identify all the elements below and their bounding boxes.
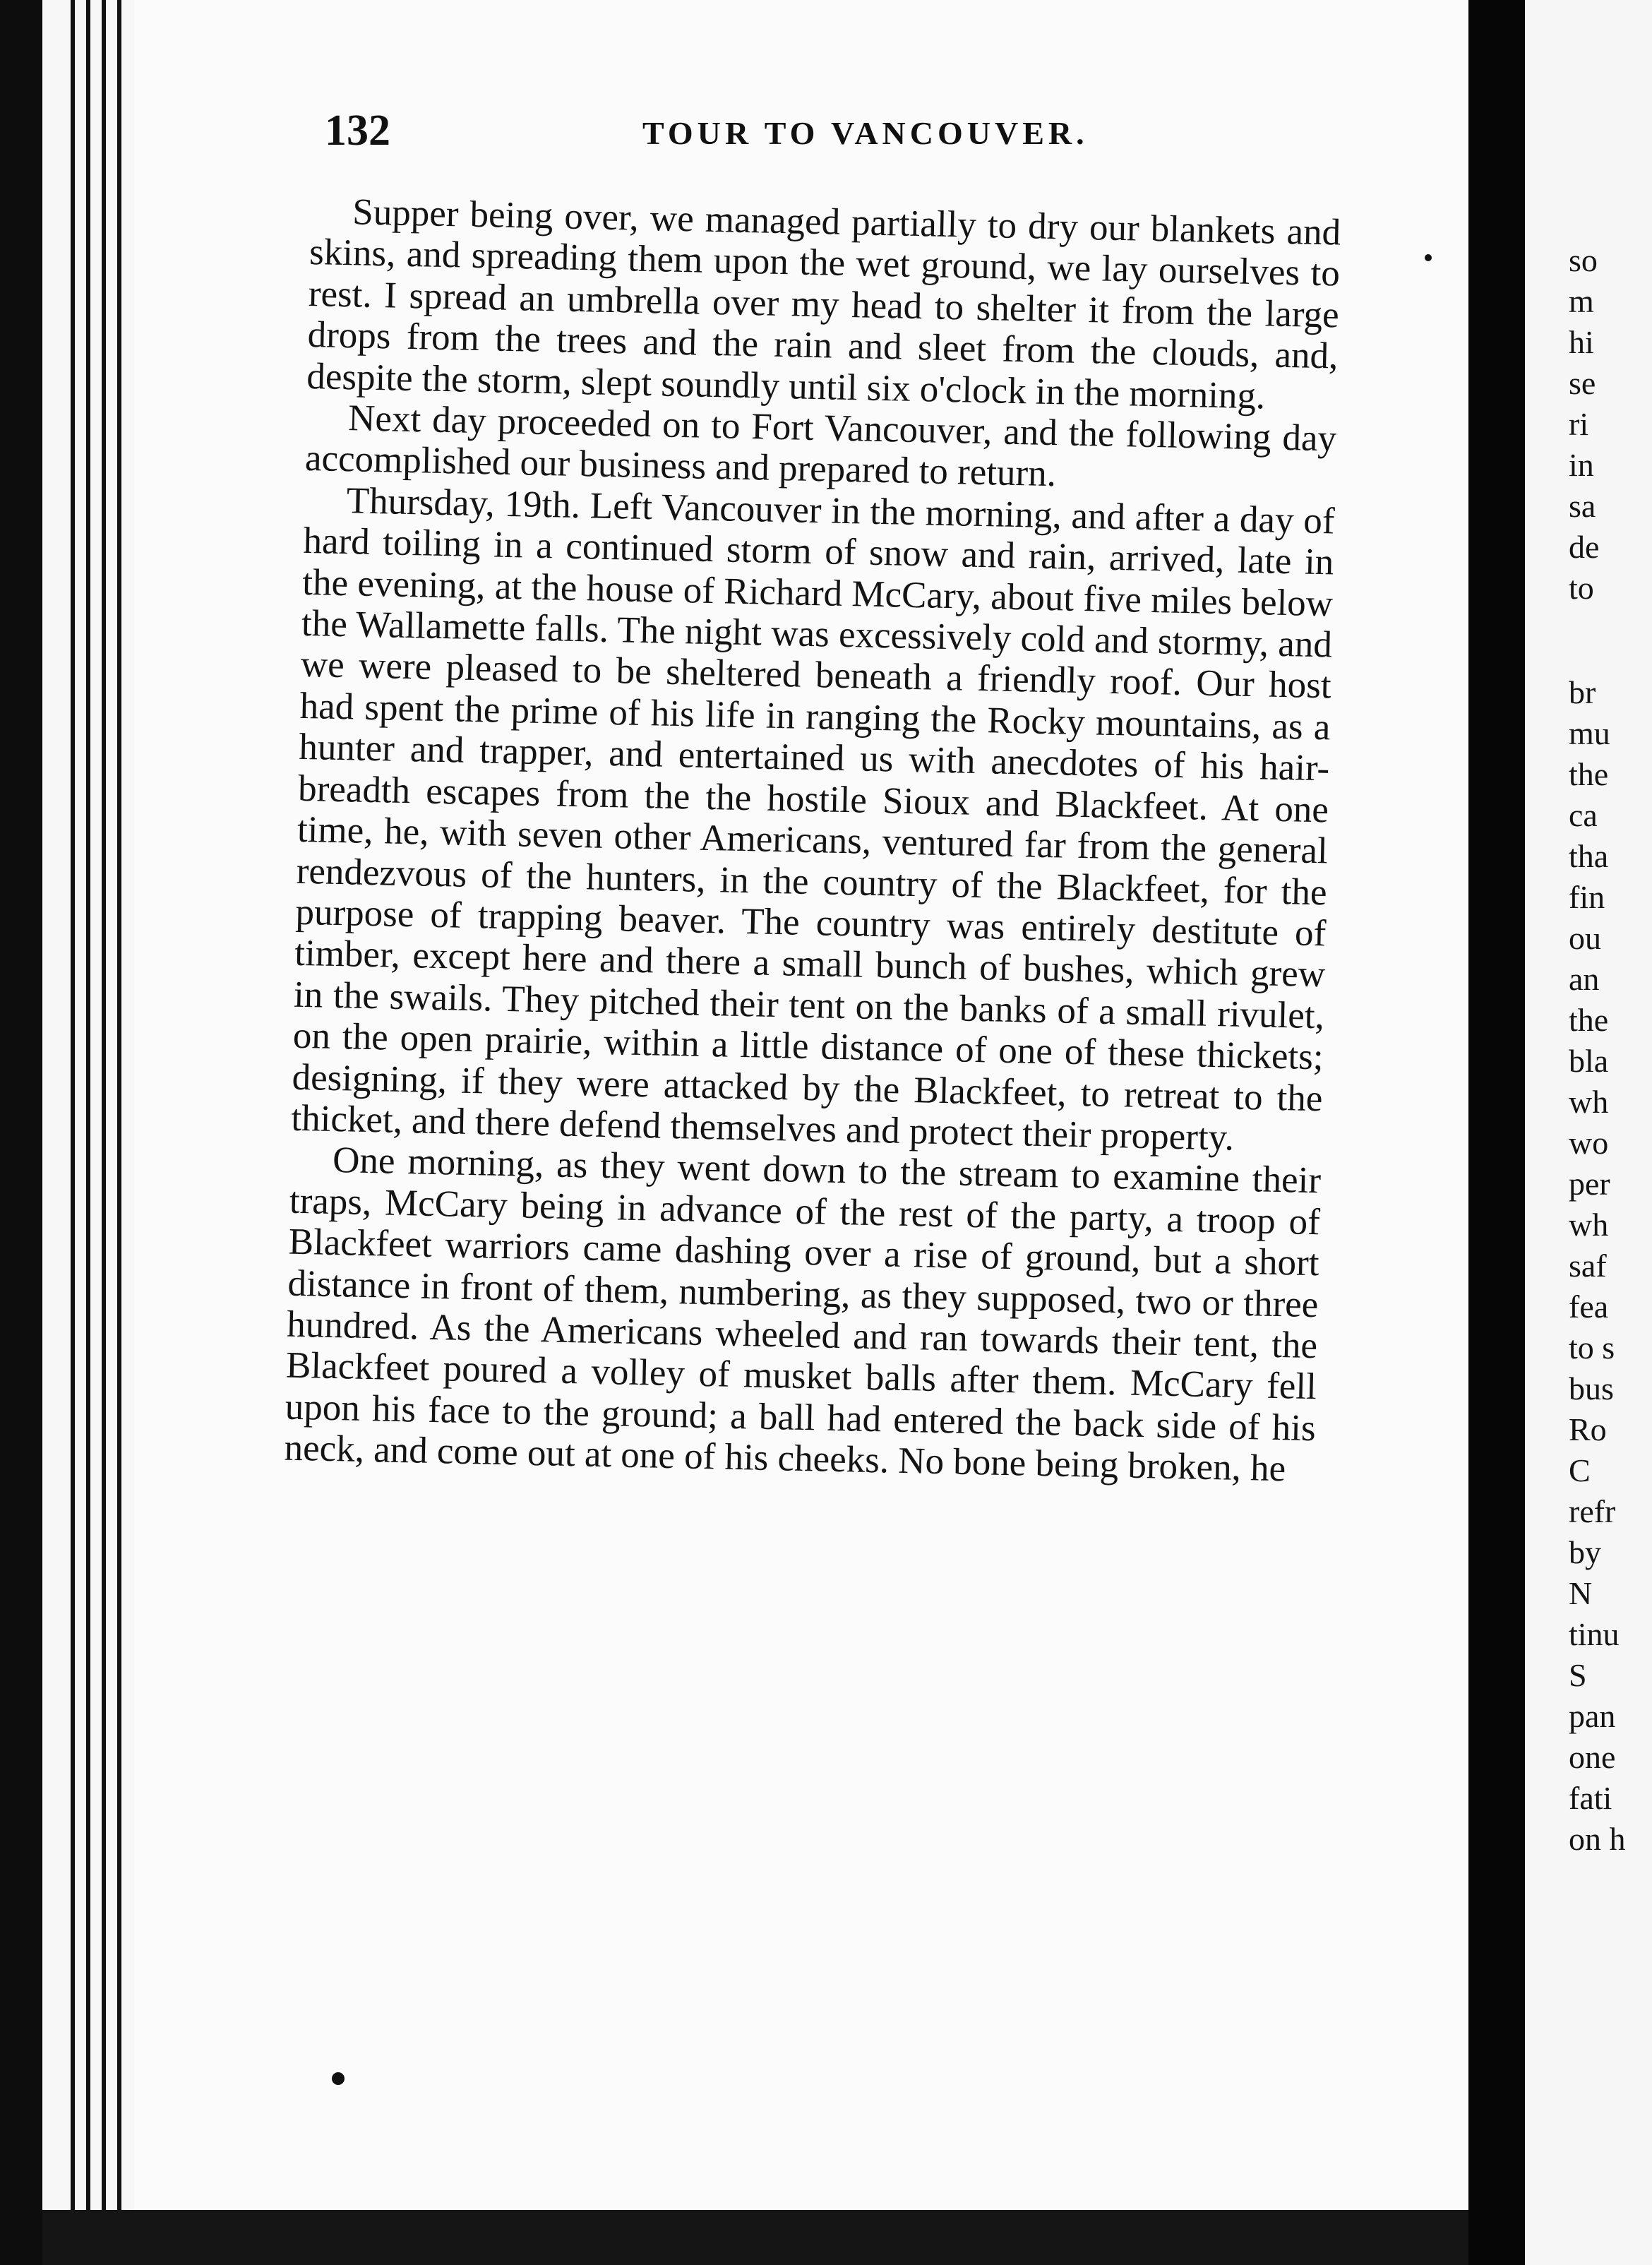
paragraph: Next day proceeded on to Fort Vancouver, and the following day accomplished our business and prepared to return.	[304, 398, 1337, 495]
fragment: per	[1569, 1166, 1610, 1202]
fragment: N	[1569, 1575, 1593, 1611]
fragment: to s	[1569, 1329, 1615, 1365]
fragment: to	[1569, 570, 1594, 606]
paragraph: One morning, as they went down to the stream to examine their traps, McCary being in advance of the rest of the party, a troop of Blackfeet warriors came dashing over a rise of ground, but a short distance in front of them, numbering, as they supposed, two or three hundred. As the Americans wheeled and ran towards their tent, the Blackfeet poured a volley of musket balls after them. McCary fell upon his face to the ground; a ball had entered the back side of his neck, and come out at one of his cheeks. No bone being broken, he	[284, 1140, 1322, 1490]
fragment: de	[1569, 529, 1600, 565]
fragment: in	[1569, 447, 1594, 483]
page-edge-line	[117, 0, 121, 2265]
ink-speck	[1425, 254, 1432, 261]
fragment: tha	[1569, 838, 1609, 874]
ink-speck	[332, 2072, 345, 2085]
paragraph: Supper being over, we managed partially to dry our blankets and skins, and spreading them upon the wet ground, we lay ourselves to rest. I spread an umbrella over my head to shelter it from the large drops from the trees and the rain and sleet from the clouds, and, despite the storm, slept soundly until six o'clock in the morning.	[306, 191, 1341, 417]
fragment: se	[1569, 365, 1596, 401]
fragment: Ro	[1569, 1411, 1607, 1447]
page-stack-edge	[42, 0, 134, 2265]
fragment: pan	[1569, 1698, 1616, 1734]
facing-page	[1525, 0, 1652, 2265]
fragment: the	[1569, 1002, 1609, 1038]
fragment: wh	[1569, 1207, 1609, 1243]
fragment: hi	[1569, 324, 1594, 360]
fragment: the	[1569, 756, 1609, 792]
book-gutter	[1468, 0, 1525, 2265]
fragment: one	[1569, 1739, 1616, 1775]
fragment: mu	[1569, 715, 1610, 751]
fragment: ou	[1569, 920, 1601, 956]
fragment: tinu	[1569, 1616, 1620, 1652]
fragment: C	[1569, 1452, 1591, 1488]
fragment: wo	[1569, 1125, 1609, 1161]
fragment: bus	[1569, 1370, 1614, 1406]
fragment: saf	[1569, 1248, 1607, 1284]
fragment: bla	[1569, 1043, 1609, 1079]
fragment: fea	[1569, 1289, 1609, 1325]
page-edge-line	[71, 0, 75, 2265]
page-bottom-shadow	[42, 2210, 1468, 2265]
fragment: ca	[1569, 797, 1598, 833]
fragment: refr	[1569, 1493, 1616, 1529]
page-header	[325, 106, 1341, 162]
fragment: an	[1569, 961, 1600, 997]
facing-page-text	[1569, 240, 1652, 1860]
fragment: fin	[1569, 879, 1605, 915]
fragment: on h	[1569, 1821, 1626, 1857]
fragment: wh	[1569, 1084, 1609, 1120]
fragment: br	[1569, 674, 1596, 710]
body-text	[284, 191, 1341, 1490]
fragment: so	[1569, 242, 1598, 278]
paragraph: Thursday, 19th. Left Vancouver in the morning, and after a day of hard toiling in a continued storm of snow and rain, arrived, late in the evening, at the house of Richard McCary, about five miles below the Wallamette falls. The night was excessively cold and stormy, and we were pleased to be sheltered beneath a friendly roof. Our host had spent the prime of his life in ranging the Rocky mountains, as a hunter and trapper, and entertained us with anecdotes of his hair-breadth escapes from the the hostile Sioux and Blackfeet. At one time, he, with seven other Americans, ventured far from the general rendezvous of the hunters, in the country of the Blackfeet, for the purpose of trapping beaver. The country was entirely destitute of timber, except here and there a small bunch of bushes, which grew in the swails. They pitched their tent on the banks of a small rivulet, on the open prairie, within a little distance of one of these thickets; designing, if they were attacked by the Blackfeet, to retreat to the thicket, and there defend themselves and protect their property.	[290, 480, 1336, 1159]
fragment: S	[1569, 1657, 1587, 1693]
page-edge-line	[102, 0, 106, 2265]
fragment: ri	[1569, 406, 1589, 442]
page-number: 132	[325, 107, 390, 155]
fragment: fati	[1569, 1780, 1612, 1816]
fragment: sa	[1569, 488, 1596, 524]
running-head: TOUR TO VANCOUVER.	[642, 115, 1089, 151]
fragment: m	[1569, 283, 1594, 319]
page-edge-line	[86, 0, 90, 2265]
fragment: by	[1569, 1534, 1601, 1570]
